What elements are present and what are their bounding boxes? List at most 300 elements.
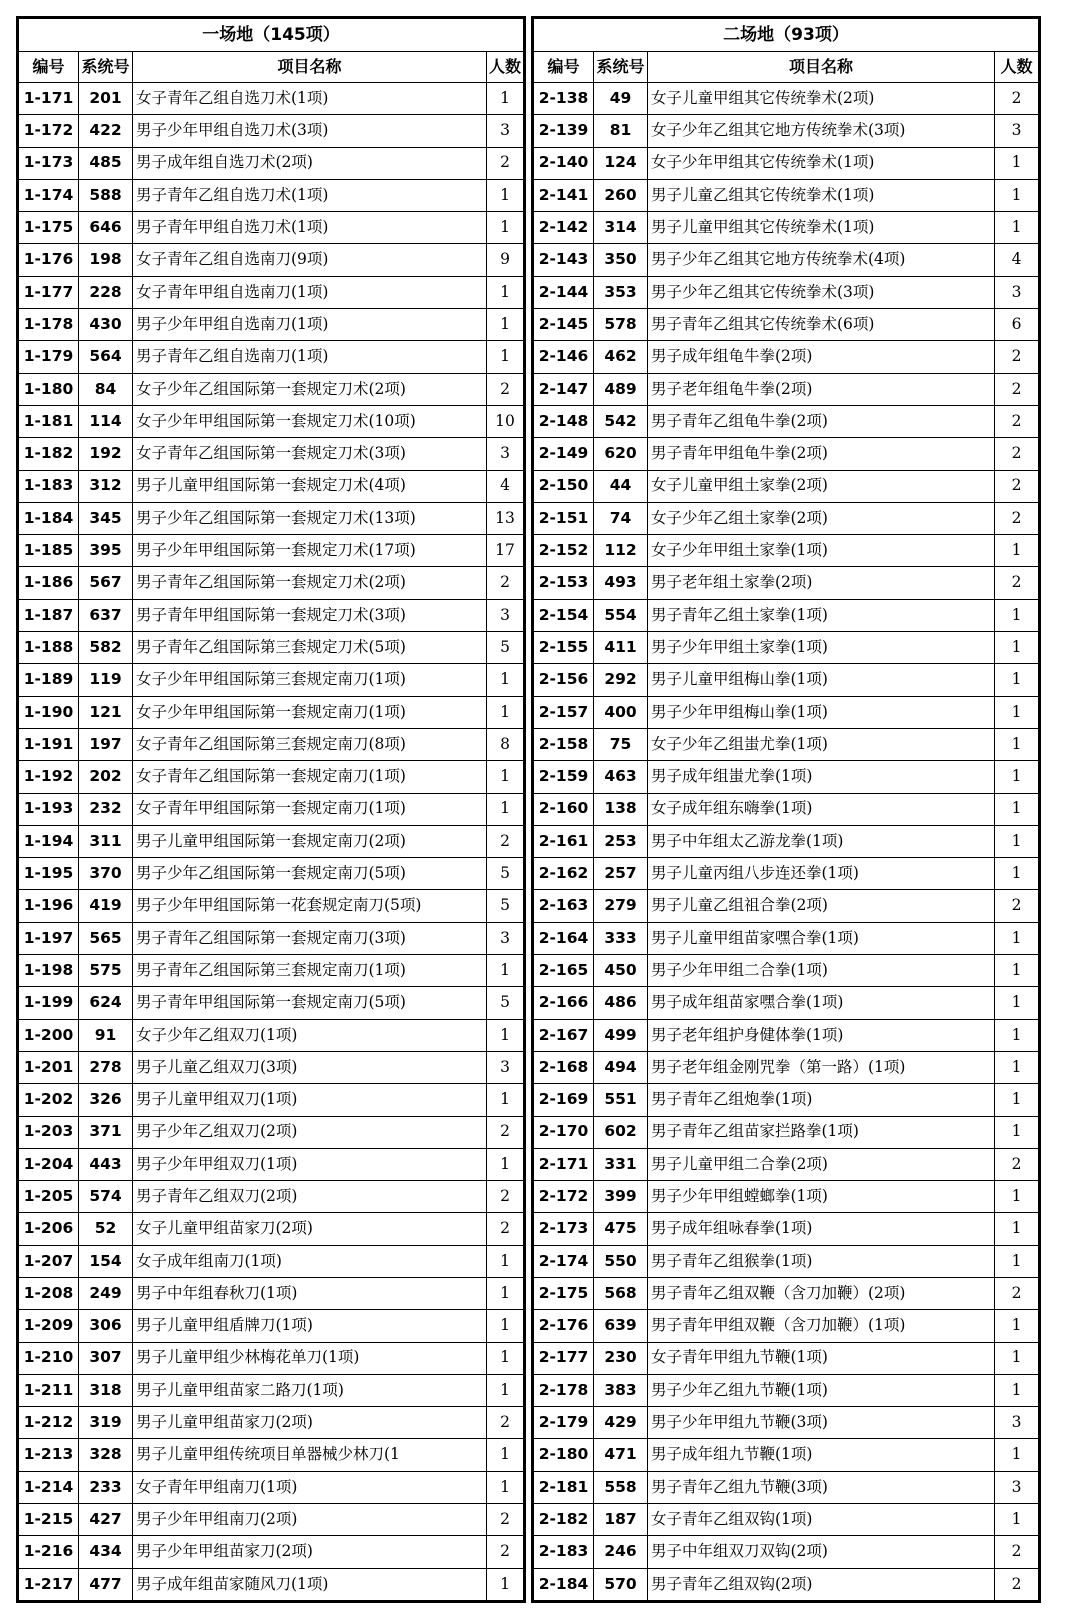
event-name-cell: 男子少年甲组国际第一花套规定南刀(5项) — [133, 890, 487, 922]
system-number-cell: 551 — [594, 1084, 648, 1116]
table-row — [534, 1181, 1039, 1213]
system-number-cell: 639 — [594, 1310, 648, 1342]
event-code-cell: 1-207 — [19, 1245, 79, 1277]
table-row — [534, 728, 1039, 760]
system-number-cell: 328 — [79, 1439, 133, 1471]
table-row — [534, 212, 1039, 244]
event-name-cell: 男子青年乙组双鞭（含刀加鞭）(2项) — [648, 1277, 995, 1309]
participant-count-cell: 1 — [995, 1439, 1039, 1471]
participant-count-cell: 1 — [995, 664, 1039, 696]
event-name-cell: 男子儿童乙组双刀(3项) — [133, 1051, 487, 1083]
event-code-cell: 1-208 — [19, 1277, 79, 1309]
event-code-cell: 2-176 — [534, 1310, 594, 1342]
venue-2-panel — [531, 16, 1041, 1603]
system-number-cell: 588 — [79, 179, 133, 211]
participant-count-cell: 2 — [995, 890, 1039, 922]
table-row — [534, 1471, 1039, 1503]
participant-count-cell: 1 — [487, 761, 524, 793]
event-code-cell: 2-145 — [534, 309, 594, 341]
event-name-cell: 男子成年组苗家嘿合拳(1项) — [648, 987, 995, 1019]
table-row — [534, 83, 1039, 115]
event-name-cell: 男子少年甲组梅山拳(1项) — [648, 696, 995, 728]
table-row — [534, 115, 1039, 147]
event-name-cell: 男子儿童甲组传统项目单器械少林刀(1 — [133, 1439, 487, 1471]
event-code-cell: 1-184 — [19, 502, 79, 534]
event-code-cell: 1-191 — [19, 728, 79, 760]
participant-count-cell: 2 — [995, 1536, 1039, 1568]
table-row — [534, 1536, 1039, 1568]
table-row — [19, 1471, 524, 1503]
event-code-cell: 1-198 — [19, 955, 79, 987]
system-number-cell: 463 — [594, 761, 648, 793]
event-code-cell: 1-217 — [19, 1568, 79, 1600]
participant-count-cell: 1 — [995, 212, 1039, 244]
table-row — [19, 1568, 524, 1600]
event-name-cell: 女子儿童甲组土家拳(2项) — [648, 470, 995, 502]
participant-count-cell: 1 — [487, 1568, 524, 1600]
event-name-cell: 男子成年组九节鞭(1项) — [648, 1439, 995, 1471]
table-row — [19, 728, 524, 760]
system-number-cell: 121 — [79, 696, 133, 728]
table-row — [19, 1019, 524, 1051]
participant-count-cell: 2 — [487, 1116, 524, 1148]
table-row — [19, 535, 524, 567]
system-number-cell: 395 — [79, 535, 133, 567]
system-number-cell: 430 — [79, 309, 133, 341]
system-number-cell: 350 — [594, 244, 648, 276]
event-name-cell: 男子青年乙组龟牛拳(2项) — [648, 405, 995, 437]
table-row — [19, 1504, 524, 1536]
event-code-cell: 2-155 — [534, 632, 594, 664]
participant-count-cell: 1 — [995, 179, 1039, 211]
system-number-cell: 333 — [594, 922, 648, 954]
participant-count-cell: 1 — [995, 1084, 1039, 1116]
participant-count-cell: 2 — [995, 1568, 1039, 1600]
event-name-cell: 男子成年组苗家随风刀(1项) — [133, 1568, 487, 1600]
system-number-cell: 493 — [594, 567, 648, 599]
participant-count-cell: 2 — [487, 1536, 524, 1568]
event-code-cell: 2-163 — [534, 890, 594, 922]
event-name-cell: 男子儿童甲组双刀(1项) — [133, 1084, 487, 1116]
system-number-cell: 114 — [79, 405, 133, 437]
participant-count-cell: 3 — [487, 599, 524, 631]
table-row — [19, 1439, 524, 1471]
system-number-cell: 400 — [594, 696, 648, 728]
participant-count-cell: 4 — [995, 244, 1039, 276]
system-number-cell: 228 — [79, 276, 133, 308]
system-number-cell: 312 — [79, 470, 133, 502]
column-header-event-name: 项目名称 — [133, 52, 487, 83]
system-number-cell: 81 — [594, 115, 648, 147]
participant-count-cell: 1 — [995, 535, 1039, 567]
system-number-cell: 564 — [79, 341, 133, 373]
table-row — [534, 825, 1039, 857]
event-code-cell: 2-174 — [534, 1245, 594, 1277]
system-number-cell: 278 — [79, 1051, 133, 1083]
system-number-cell: 486 — [594, 987, 648, 1019]
table-row — [19, 1116, 524, 1148]
participant-count-cell: 3 — [487, 438, 524, 470]
participant-count-cell: 1 — [487, 1084, 524, 1116]
event-name-cell: 男子中年组春秋刀(1项) — [133, 1277, 487, 1309]
event-code-cell: 1-215 — [19, 1504, 79, 1536]
participant-count-cell: 1 — [995, 1019, 1039, 1051]
event-code-cell: 2-141 — [534, 179, 594, 211]
system-number-cell: 345 — [79, 502, 133, 534]
table-row — [19, 632, 524, 664]
column-header-event-name: 项目名称 — [648, 52, 995, 83]
event-code-cell: 1-196 — [19, 890, 79, 922]
table-row — [19, 1310, 524, 1342]
event-name-cell: 男子儿童甲组苗家刀(2项) — [133, 1407, 487, 1439]
table-row — [19, 987, 524, 1019]
system-number-cell: 570 — [594, 1568, 648, 1600]
table-row — [534, 1019, 1039, 1051]
table-row — [534, 1310, 1039, 1342]
event-code-cell: 2-173 — [534, 1213, 594, 1245]
event-code-cell: 1-187 — [19, 599, 79, 631]
event-code-cell: 1-205 — [19, 1181, 79, 1213]
event-name-cell: 男子少年甲组九节鞭(3项) — [648, 1407, 995, 1439]
table-row — [534, 470, 1039, 502]
table-row — [19, 115, 524, 147]
participant-count-cell: 2 — [995, 438, 1039, 470]
event-code-cell: 1-212 — [19, 1407, 79, 1439]
system-number-cell: 489 — [594, 373, 648, 405]
system-number-cell: 471 — [594, 1439, 648, 1471]
table-row — [19, 1245, 524, 1277]
venue-1-rows — [19, 83, 524, 1601]
table-row — [19, 147, 524, 179]
participant-count-cell: 1 — [995, 1116, 1039, 1148]
participant-count-cell: 2 — [995, 405, 1039, 437]
participant-count-cell: 3 — [995, 276, 1039, 308]
event-name-cell: 男子成年组自选刀术(2项) — [133, 147, 487, 179]
system-number-cell: 637 — [79, 599, 133, 631]
participant-count-cell: 1 — [487, 276, 524, 308]
system-number-cell: 383 — [594, 1374, 648, 1406]
participant-count-cell: 1 — [995, 632, 1039, 664]
system-number-cell: 399 — [594, 1181, 648, 1213]
event-name-cell: 男子儿童丙组八步连还拳(1项) — [648, 858, 995, 890]
system-number-cell: 279 — [594, 890, 648, 922]
participant-count-cell: 5 — [487, 858, 524, 890]
event-code-cell: 2-146 — [534, 341, 594, 373]
participant-count-cell: 3 — [487, 1051, 524, 1083]
table-row — [19, 1213, 524, 1245]
event-name-cell: 女子儿童甲组其它传统拳术(2项) — [648, 83, 995, 115]
system-number-cell: 422 — [79, 115, 133, 147]
participant-count-cell: 1 — [995, 825, 1039, 857]
participant-count-cell: 2 — [487, 1181, 524, 1213]
event-name-cell: 男子中年组双刀双钩(2项) — [648, 1536, 995, 1568]
event-name-cell: 男子青年乙组国际第一套规定刀术(2项) — [133, 567, 487, 599]
event-name-cell: 男子青年乙组自选南刀(1项) — [133, 341, 487, 373]
event-name-cell: 女子少年甲组国际第一套规定南刀(1项) — [133, 696, 487, 728]
event-code-cell: 1-209 — [19, 1310, 79, 1342]
event-name-cell: 男子青年乙组双钩(2项) — [648, 1568, 995, 1600]
table-row — [534, 1051, 1039, 1083]
event-code-cell: 1-176 — [19, 244, 79, 276]
event-name-cell: 女子少年乙组双刀(1项) — [133, 1019, 487, 1051]
table-row — [534, 858, 1039, 890]
participant-count-cell: 3 — [995, 1471, 1039, 1503]
participant-count-cell: 9 — [487, 244, 524, 276]
system-number-cell: 44 — [594, 470, 648, 502]
event-name-cell: 女子少年甲组其它传统拳术(1项) — [648, 147, 995, 179]
system-number-cell: 624 — [79, 987, 133, 1019]
column-header-code: 编号 — [19, 52, 79, 83]
participant-count-cell: 4 — [487, 470, 524, 502]
event-code-cell: 1-175 — [19, 212, 79, 244]
table-row — [534, 1245, 1039, 1277]
participant-count-cell: 1 — [995, 955, 1039, 987]
event-name-cell: 男子少年甲组二合拳(1项) — [648, 955, 995, 987]
event-name-cell: 男子青年乙组猴拳(1项) — [648, 1245, 995, 1277]
event-name-cell: 男子儿童甲组苗家二路刀(1项) — [133, 1374, 487, 1406]
event-code-cell: 2-172 — [534, 1181, 594, 1213]
system-number-cell: 257 — [594, 858, 648, 890]
system-number-cell: 75 — [594, 728, 648, 760]
participant-count-cell: 10 — [487, 405, 524, 437]
event-name-cell: 男子成年组龟牛拳(2项) — [648, 341, 995, 373]
event-code-cell: 2-156 — [534, 664, 594, 696]
event-code-cell: 1-214 — [19, 1471, 79, 1503]
table-row — [534, 793, 1039, 825]
event-name-cell: 男子成年组咏春拳(1项) — [648, 1213, 995, 1245]
system-number-cell: 602 — [594, 1116, 648, 1148]
table-row — [19, 1277, 524, 1309]
table-row — [19, 793, 524, 825]
table-row — [534, 502, 1039, 534]
system-number-cell: 429 — [594, 1407, 648, 1439]
table-row — [534, 890, 1039, 922]
event-name-cell: 男子青年乙组国际第三套规定刀术(5项) — [133, 632, 487, 664]
participant-count-cell: 5 — [487, 632, 524, 664]
participant-count-cell: 1 — [995, 1181, 1039, 1213]
system-number-cell: 419 — [79, 890, 133, 922]
system-number-cell: 201 — [79, 83, 133, 115]
system-number-cell: 554 — [594, 599, 648, 631]
participant-count-cell: 2 — [995, 567, 1039, 599]
table-row — [19, 599, 524, 631]
event-name-cell: 女子少年甲组国际第一套规定刀术(10项) — [133, 405, 487, 437]
table-row — [534, 1148, 1039, 1180]
event-code-cell: 2-147 — [534, 373, 594, 405]
event-code-cell: 1-192 — [19, 761, 79, 793]
event-code-cell: 1-202 — [19, 1084, 79, 1116]
system-number-cell: 311 — [79, 825, 133, 857]
system-number-cell: 427 — [79, 1504, 133, 1536]
table-row — [534, 535, 1039, 567]
column-header-system-number: 系统号 — [594, 52, 648, 83]
table-row — [19, 1374, 524, 1406]
event-name-cell: 女子少年乙组土家拳(2项) — [648, 502, 995, 534]
participant-count-cell: 5 — [487, 890, 524, 922]
table-row — [534, 1084, 1039, 1116]
event-name-cell: 男子青年甲组国际第一套规定刀术(3项) — [133, 599, 487, 631]
event-code-cell: 2-158 — [534, 728, 594, 760]
event-name-cell: 男子儿童甲组少林梅花单刀(1项) — [133, 1342, 487, 1374]
table-row — [534, 955, 1039, 987]
event-name-cell: 男子儿童甲组其它传统拳术(1项) — [648, 212, 995, 244]
system-number-cell: 353 — [594, 276, 648, 308]
participant-count-cell: 1 — [487, 955, 524, 987]
event-code-cell: 2-142 — [534, 212, 594, 244]
system-number-cell: 307 — [79, 1342, 133, 1374]
participant-count-cell: 2 — [487, 373, 524, 405]
system-number-cell: 494 — [594, 1051, 648, 1083]
event-code-cell: 2-165 — [534, 955, 594, 987]
system-number-cell: 485 — [79, 147, 133, 179]
system-number-cell: 197 — [79, 728, 133, 760]
table-row — [534, 632, 1039, 664]
participant-count-cell: 2 — [487, 147, 524, 179]
event-code-cell: 1-181 — [19, 405, 79, 437]
table-row — [534, 599, 1039, 631]
event-name-cell: 女子少年乙组国际第一套规定刀术(2项) — [133, 373, 487, 405]
event-code-cell: 2-171 — [534, 1148, 594, 1180]
system-number-cell: 138 — [594, 793, 648, 825]
event-code-cell: 2-167 — [534, 1019, 594, 1051]
system-number-cell: 187 — [594, 1504, 648, 1536]
table-row — [534, 373, 1039, 405]
event-code-cell: 1-193 — [19, 793, 79, 825]
event-code-cell: 1-210 — [19, 1342, 79, 1374]
event-name-cell: 男子老年组土家拳(2项) — [648, 567, 995, 599]
participant-count-cell: 1 — [995, 1374, 1039, 1406]
system-number-cell: 49 — [594, 83, 648, 115]
event-name-cell: 男子成年组蚩尤拳(1项) — [648, 761, 995, 793]
venue-1-panel — [16, 16, 526, 1603]
participant-count-cell: 1 — [995, 1342, 1039, 1374]
system-number-cell: 646 — [79, 212, 133, 244]
venue-2-table — [533, 18, 1039, 1601]
system-number-cell: 450 — [594, 955, 648, 987]
system-number-cell: 568 — [594, 1277, 648, 1309]
participant-count-cell: 1 — [995, 1245, 1039, 1277]
participant-count-cell: 8 — [487, 728, 524, 760]
participant-count-cell: 2 — [995, 470, 1039, 502]
participant-count-cell: 2 — [487, 825, 524, 857]
table-row — [534, 179, 1039, 211]
event-name-cell: 男子老年组护身健体拳(1项) — [648, 1019, 995, 1051]
event-name-cell: 男子儿童甲组国际第一套规定刀术(4项) — [133, 470, 487, 502]
system-number-cell: 192 — [79, 438, 133, 470]
participant-count-cell: 2 — [995, 341, 1039, 373]
table-row — [19, 890, 524, 922]
event-name-cell: 女子少年乙组其它地方传统拳术(3项) — [648, 115, 995, 147]
event-name-cell: 男子青年甲组国际第一套规定南刀(5项) — [133, 987, 487, 1019]
system-number-cell: 550 — [594, 1245, 648, 1277]
participant-count-cell: 17 — [487, 535, 524, 567]
event-code-cell: 2-144 — [534, 276, 594, 308]
system-number-cell: 319 — [79, 1407, 133, 1439]
table-row — [534, 696, 1039, 728]
event-code-cell: 1-183 — [19, 470, 79, 502]
participant-count-cell: 2 — [995, 502, 1039, 534]
table-row — [19, 405, 524, 437]
system-number-cell: 306 — [79, 1310, 133, 1342]
table-row — [534, 922, 1039, 954]
event-code-cell: 1-180 — [19, 373, 79, 405]
event-name-cell: 男子儿童甲组二合拳(2项) — [648, 1148, 995, 1180]
event-name-cell: 女子青年甲组南刀(1项) — [133, 1471, 487, 1503]
system-number-cell: 567 — [79, 567, 133, 599]
event-name-cell: 女子青年乙组国际第一套规定南刀(1项) — [133, 761, 487, 793]
event-name-cell: 男子少年乙组其它地方传统拳术(4项) — [648, 244, 995, 276]
system-number-cell: 318 — [79, 1374, 133, 1406]
event-name-cell: 女子青年甲组国际第一套规定南刀(1项) — [133, 793, 487, 825]
event-code-cell: 1-189 — [19, 664, 79, 696]
table-row — [534, 987, 1039, 1019]
system-number-cell: 249 — [79, 1277, 133, 1309]
system-number-cell: 542 — [594, 405, 648, 437]
table-row — [534, 405, 1039, 437]
event-name-cell: 男子儿童甲组国际第一套规定南刀(2项) — [133, 825, 487, 857]
table-row — [534, 1504, 1039, 1536]
event-name-cell: 男子少年乙组国际第一套规定刀术(13项) — [133, 502, 487, 534]
participant-count-cell: 2 — [487, 567, 524, 599]
participant-count-cell: 13 — [487, 502, 524, 534]
table-row — [19, 858, 524, 890]
system-number-cell: 154 — [79, 1245, 133, 1277]
table-row — [534, 1213, 1039, 1245]
participant-count-cell: 1 — [995, 1310, 1039, 1342]
event-code-cell: 2-160 — [534, 793, 594, 825]
event-code-cell: 2-139 — [534, 115, 594, 147]
system-number-cell: 331 — [594, 1148, 648, 1180]
venue-2-title: 二场地（93项） — [534, 19, 1039, 52]
table-row — [19, 502, 524, 534]
event-name-cell: 女子成年组东嗨拳(1项) — [648, 793, 995, 825]
table-row — [534, 244, 1039, 276]
event-name-cell: 男子少年乙组双刀(2项) — [133, 1116, 487, 1148]
column-header-system-number: 系统号 — [79, 52, 133, 83]
event-code-cell: 2-164 — [534, 922, 594, 954]
event-name-cell: 男子老年组金刚咒拳（第一路）(1项) — [648, 1051, 995, 1083]
table-row — [19, 1051, 524, 1083]
event-code-cell: 1-194 — [19, 825, 79, 857]
event-name-cell: 男子少年甲组螳螂拳(1项) — [648, 1181, 995, 1213]
event-code-cell: 2-179 — [534, 1407, 594, 1439]
event-name-cell: 女子青年甲组自选南刀(1项) — [133, 276, 487, 308]
system-number-cell: 198 — [79, 244, 133, 276]
event-code-cell: 2-184 — [534, 1568, 594, 1600]
system-number-cell: 124 — [594, 147, 648, 179]
system-number-cell: 575 — [79, 955, 133, 987]
system-number-cell: 578 — [594, 309, 648, 341]
event-name-cell: 男子少年乙组九节鞭(1项) — [648, 1374, 995, 1406]
table-row — [534, 309, 1039, 341]
table-row — [19, 1148, 524, 1180]
system-number-cell: 475 — [594, 1213, 648, 1245]
event-name-cell: 男子少年甲组苗家刀(2项) — [133, 1536, 487, 1568]
participant-count-cell: 1 — [995, 1213, 1039, 1245]
event-name-cell: 女子少年甲组土家拳(1项) — [648, 535, 995, 567]
system-number-cell: 119 — [79, 664, 133, 696]
system-number-cell: 582 — [79, 632, 133, 664]
event-name-cell: 女子青年乙组自选刀术(1项) — [133, 83, 487, 115]
system-number-cell: 292 — [594, 664, 648, 696]
event-code-cell: 2-162 — [534, 858, 594, 890]
table-row — [19, 83, 524, 115]
participant-count-cell: 1 — [487, 1439, 524, 1471]
event-name-cell: 男子少年甲组土家拳(1项) — [648, 632, 995, 664]
event-name-cell: 男子少年乙组国际第一套规定南刀(5项) — [133, 858, 487, 890]
participant-count-cell: 1 — [487, 83, 524, 115]
system-number-cell: 370 — [79, 858, 133, 890]
